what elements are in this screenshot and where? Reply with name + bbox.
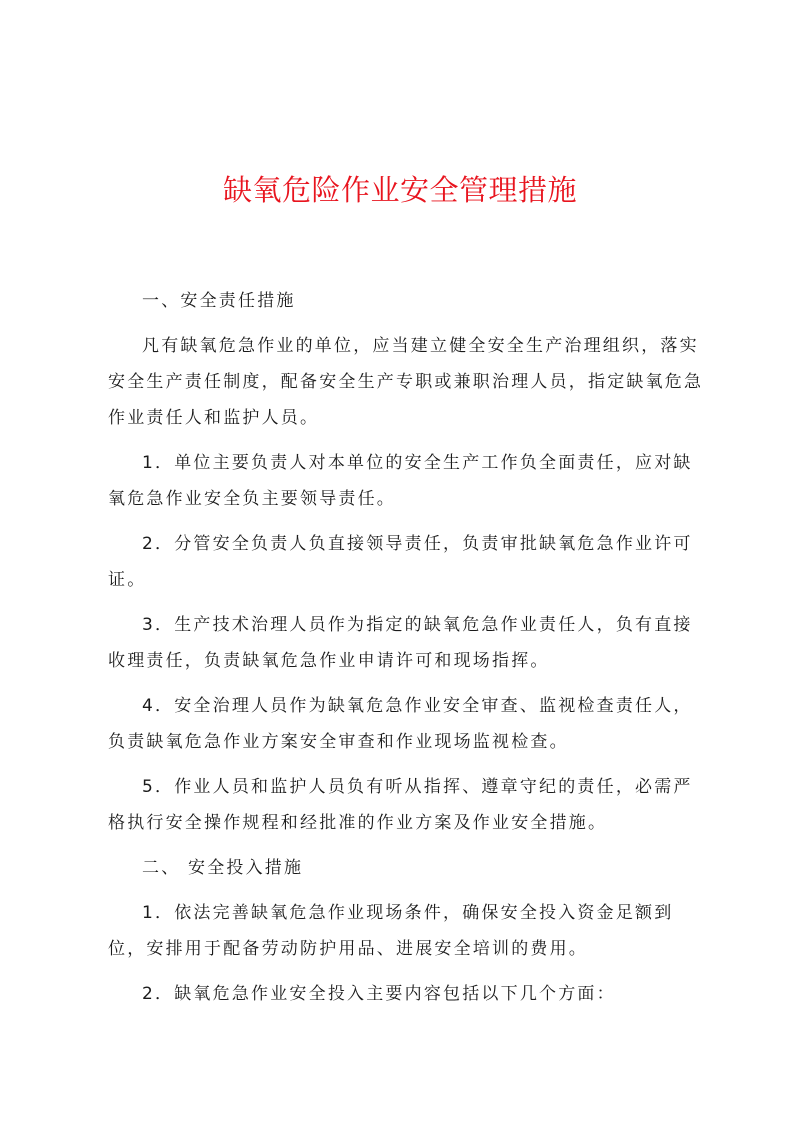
paragraph: 2．缺氧危急作业安全投入主要内容包括以下几个方面：	[142, 984, 616, 1004]
document-body	[108, 283, 708, 1021]
paragraph: 4．安全治理人员作为缺氧危急作业安全审查、监视检查责任人，负责缺氧危急作业方案安全审查和作业现场监视检查。	[108, 696, 693, 752]
section-heading-2: 二、 安全投入措施	[142, 858, 304, 878]
paragraph: 2．分管安全负责人负直接领导责任，负责审批缺氧危急作业许可证。	[108, 534, 693, 590]
paragraph: 凡有缺氧危急作业的单位，应当建立健全安全生产治理组织，落实安全生产责任制度，配备安全生产专职或兼职治理人员，指定缺氧危急作业责任人和监护人员。	[108, 336, 704, 428]
section-heading-1: 一、安全责任措施	[142, 291, 296, 311]
paragraph: 1．单位主要负责人对本单位的安全生产工作负全面责任，应对缺氧危急作业安全负主要领导责任。	[108, 453, 693, 509]
document-title: 缺氧危险作业安全管理措施	[222, 173, 577, 207]
paragraph: 5．作业人员和监护人员负有听从指挥、遵章守纪的责任，必需严格执行安全操作规程和经批准的作业方案及作业安全措施。	[108, 777, 693, 833]
paragraph: 3．生产技术治理人员作为指定的缺氧危急作业责任人，负有直接收理责任，负责缺氧危急作业申请许可和现场指挥。	[108, 615, 693, 671]
paragraph: 1．依法完善缺氧危急作业现场条件，确保安全投入资金足额到位，安排用于配备劳动防护用品、进展安全培训的费用。	[108, 903, 674, 959]
